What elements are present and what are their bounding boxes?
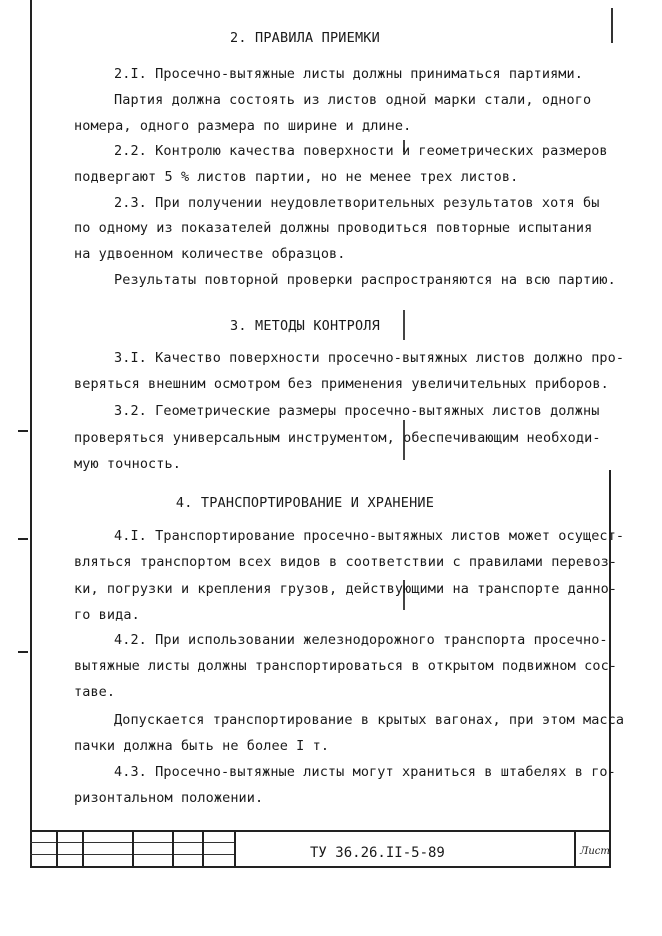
title-block-grid-line <box>202 830 204 868</box>
text-line: 3.I. Качество поверхности просечно-вытяжных листов должно про- <box>114 350 625 366</box>
text-line: пачки должна быть не более I т. <box>74 738 330 754</box>
section-heading-control-methods: 3. МЕТОДЫ КОНТРОЛЯ <box>230 318 380 334</box>
text-line: 4.3. Просечно-вытяжные листы могут храниться в штабелях в го- <box>114 764 616 780</box>
text-line: на удвоенном количестве образцов. <box>74 246 346 262</box>
text-line: по одному из показателей должны проводиться повторные испытания <box>74 220 593 236</box>
text-line: го вида. <box>74 607 140 623</box>
section-heading-transport-storage: 4. ТРАНСПОРТИРОВАНИЕ И ХРАНЕНИЕ <box>175 495 435 511</box>
text-line: 2.2. Контролю качества поверхности и геометрических размеров <box>114 143 608 159</box>
text-line: проверяться универсальным инструментом, обеспечивающим необходи- <box>74 430 601 446</box>
title-block-grid-line <box>56 830 58 868</box>
title-block-grid-line <box>82 830 84 868</box>
text-line: 3.2. Геометрические размеры просечно-вытяжных листов должны <box>114 403 600 419</box>
frame-left-border <box>30 0 32 868</box>
title-block-bottom-line <box>30 866 611 868</box>
text-line: Допускается транспортирование в крытых вагонах, при этом масса <box>114 712 625 728</box>
text-line: 2.I. Просечно-вытяжные листы должны приниматься партиями. <box>114 66 583 82</box>
text-line: 4.I. Транспортирование просечно-вытяжных листов может осущест- <box>114 528 625 544</box>
text-line: веряться внешним осмотром без применения увеличительных приборов. <box>74 376 609 392</box>
text-line: ки, погрузки и крепления грузов, действующими на транспорте данно- <box>74 581 618 597</box>
text-line: ризонтальном положении. <box>74 790 264 806</box>
margin-mark <box>18 430 28 432</box>
text-line: Партия должна состоять из листов одной марки стали, одного <box>114 92 592 108</box>
sheet-label: Лист <box>580 846 610 857</box>
text-line: таве. <box>74 684 116 700</box>
frame-right-mark <box>611 8 613 43</box>
title-block-grid-line <box>574 830 576 868</box>
section-heading-acceptance: 2. ПРАВИЛА ПРИЕМКИ <box>230 30 380 46</box>
title-block-grid-line <box>132 830 134 868</box>
text-line: номера, одного размера по ширине и длине. <box>74 118 412 134</box>
text-line: 4.2. При использовании железнодорожного транспорта просечно- <box>114 632 608 648</box>
margin-mark <box>18 538 28 540</box>
title-block-top-line <box>30 830 611 832</box>
text-line: Результаты повторной проверки распространяются на всю партию. <box>114 272 616 288</box>
text-line: подвергают 5 % листов партии, но не менее трех листов. <box>74 169 519 185</box>
text-line: 2.3. При получении неудовлетворительных результатов хотя бы <box>114 195 600 211</box>
text-line: вляться транспортом всех видов в соответствии с правилами перевоз- <box>74 554 618 570</box>
document-code: ТУ 36.26.II-5-89 <box>310 845 445 861</box>
margin-mark <box>18 651 28 653</box>
text-line: мую точность. <box>74 456 181 472</box>
title-block-grid-line <box>234 830 236 868</box>
text-line: вытяжные листы должны транспортироваться в открытом подвижном сос- <box>74 658 618 674</box>
title-block-grid-line <box>172 830 174 868</box>
